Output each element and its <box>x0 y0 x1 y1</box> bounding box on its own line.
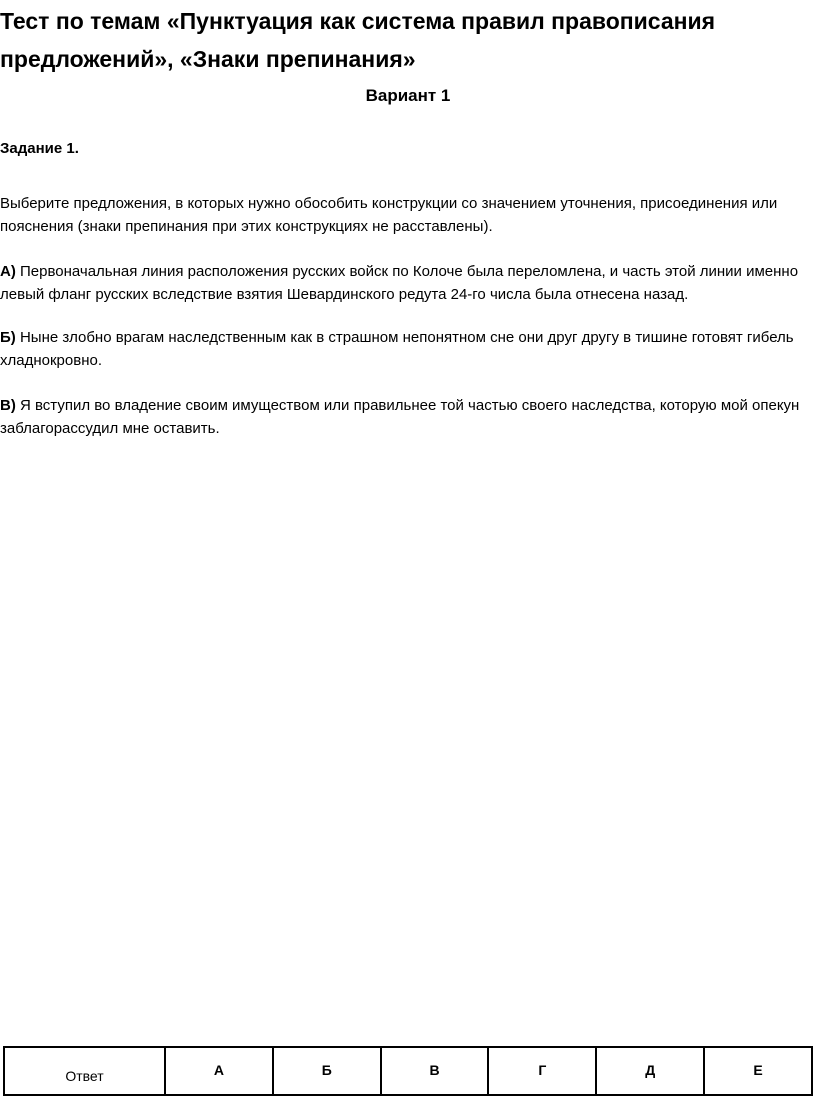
answer-cell-b[interactable]: Б <box>273 1047 381 1095</box>
option-a-text: Первоначальная линия расположения русских войск по Колоче была переломлена, и часть этой линии именно левый фланг русских вследствие взятия Шевардинского редута 24-го числа была отнесена назад. <box>0 263 799 303</box>
answer-cell-v[interactable]: В <box>381 1047 489 1095</box>
option-c <box>0 394 812 440</box>
option-a <box>0 260 812 306</box>
option-b <box>0 326 812 372</box>
answer-cell-e[interactable]: Е <box>704 1047 812 1095</box>
variant-heading: Вариант 1 <box>365 86 451 105</box>
answer-row <box>4 1047 812 1095</box>
option-a-letter: А) <box>0 263 16 280</box>
task-title: Задание 1. <box>0 140 79 157</box>
option-c-text: Я вступил во владение своим имуществом или правильнее той частью своего наследства, которую мой опекун заблагорассудил мне оставить. <box>0 397 800 437</box>
answer-label: Ответ <box>4 1047 165 1095</box>
option-c-letter: В) <box>0 397 16 414</box>
task-instruction: Выберите предложения, в которых нужно обособить конструкции со значением уточнения, присоединения или пояснения (знаки препинания при этих конструкциях не расставлены). <box>0 195 778 235</box>
option-b-letter: Б) <box>0 329 16 346</box>
answer-cell-g[interactable]: Г <box>488 1047 596 1095</box>
answer-table <box>3 1046 813 1096</box>
option-b-text: Ныне злобно врагам наследственным как в страшном непонятном сне они друг другу в тишине готовят гибель хладнокровно. <box>0 329 794 369</box>
answer-cell-d[interactable]: Д <box>596 1047 704 1095</box>
answer-cell-a[interactable]: А <box>165 1047 273 1095</box>
page-title: Тест по темам «Пунктуация как система правил правописания предложений», «Знаки препинания» <box>0 8 716 72</box>
